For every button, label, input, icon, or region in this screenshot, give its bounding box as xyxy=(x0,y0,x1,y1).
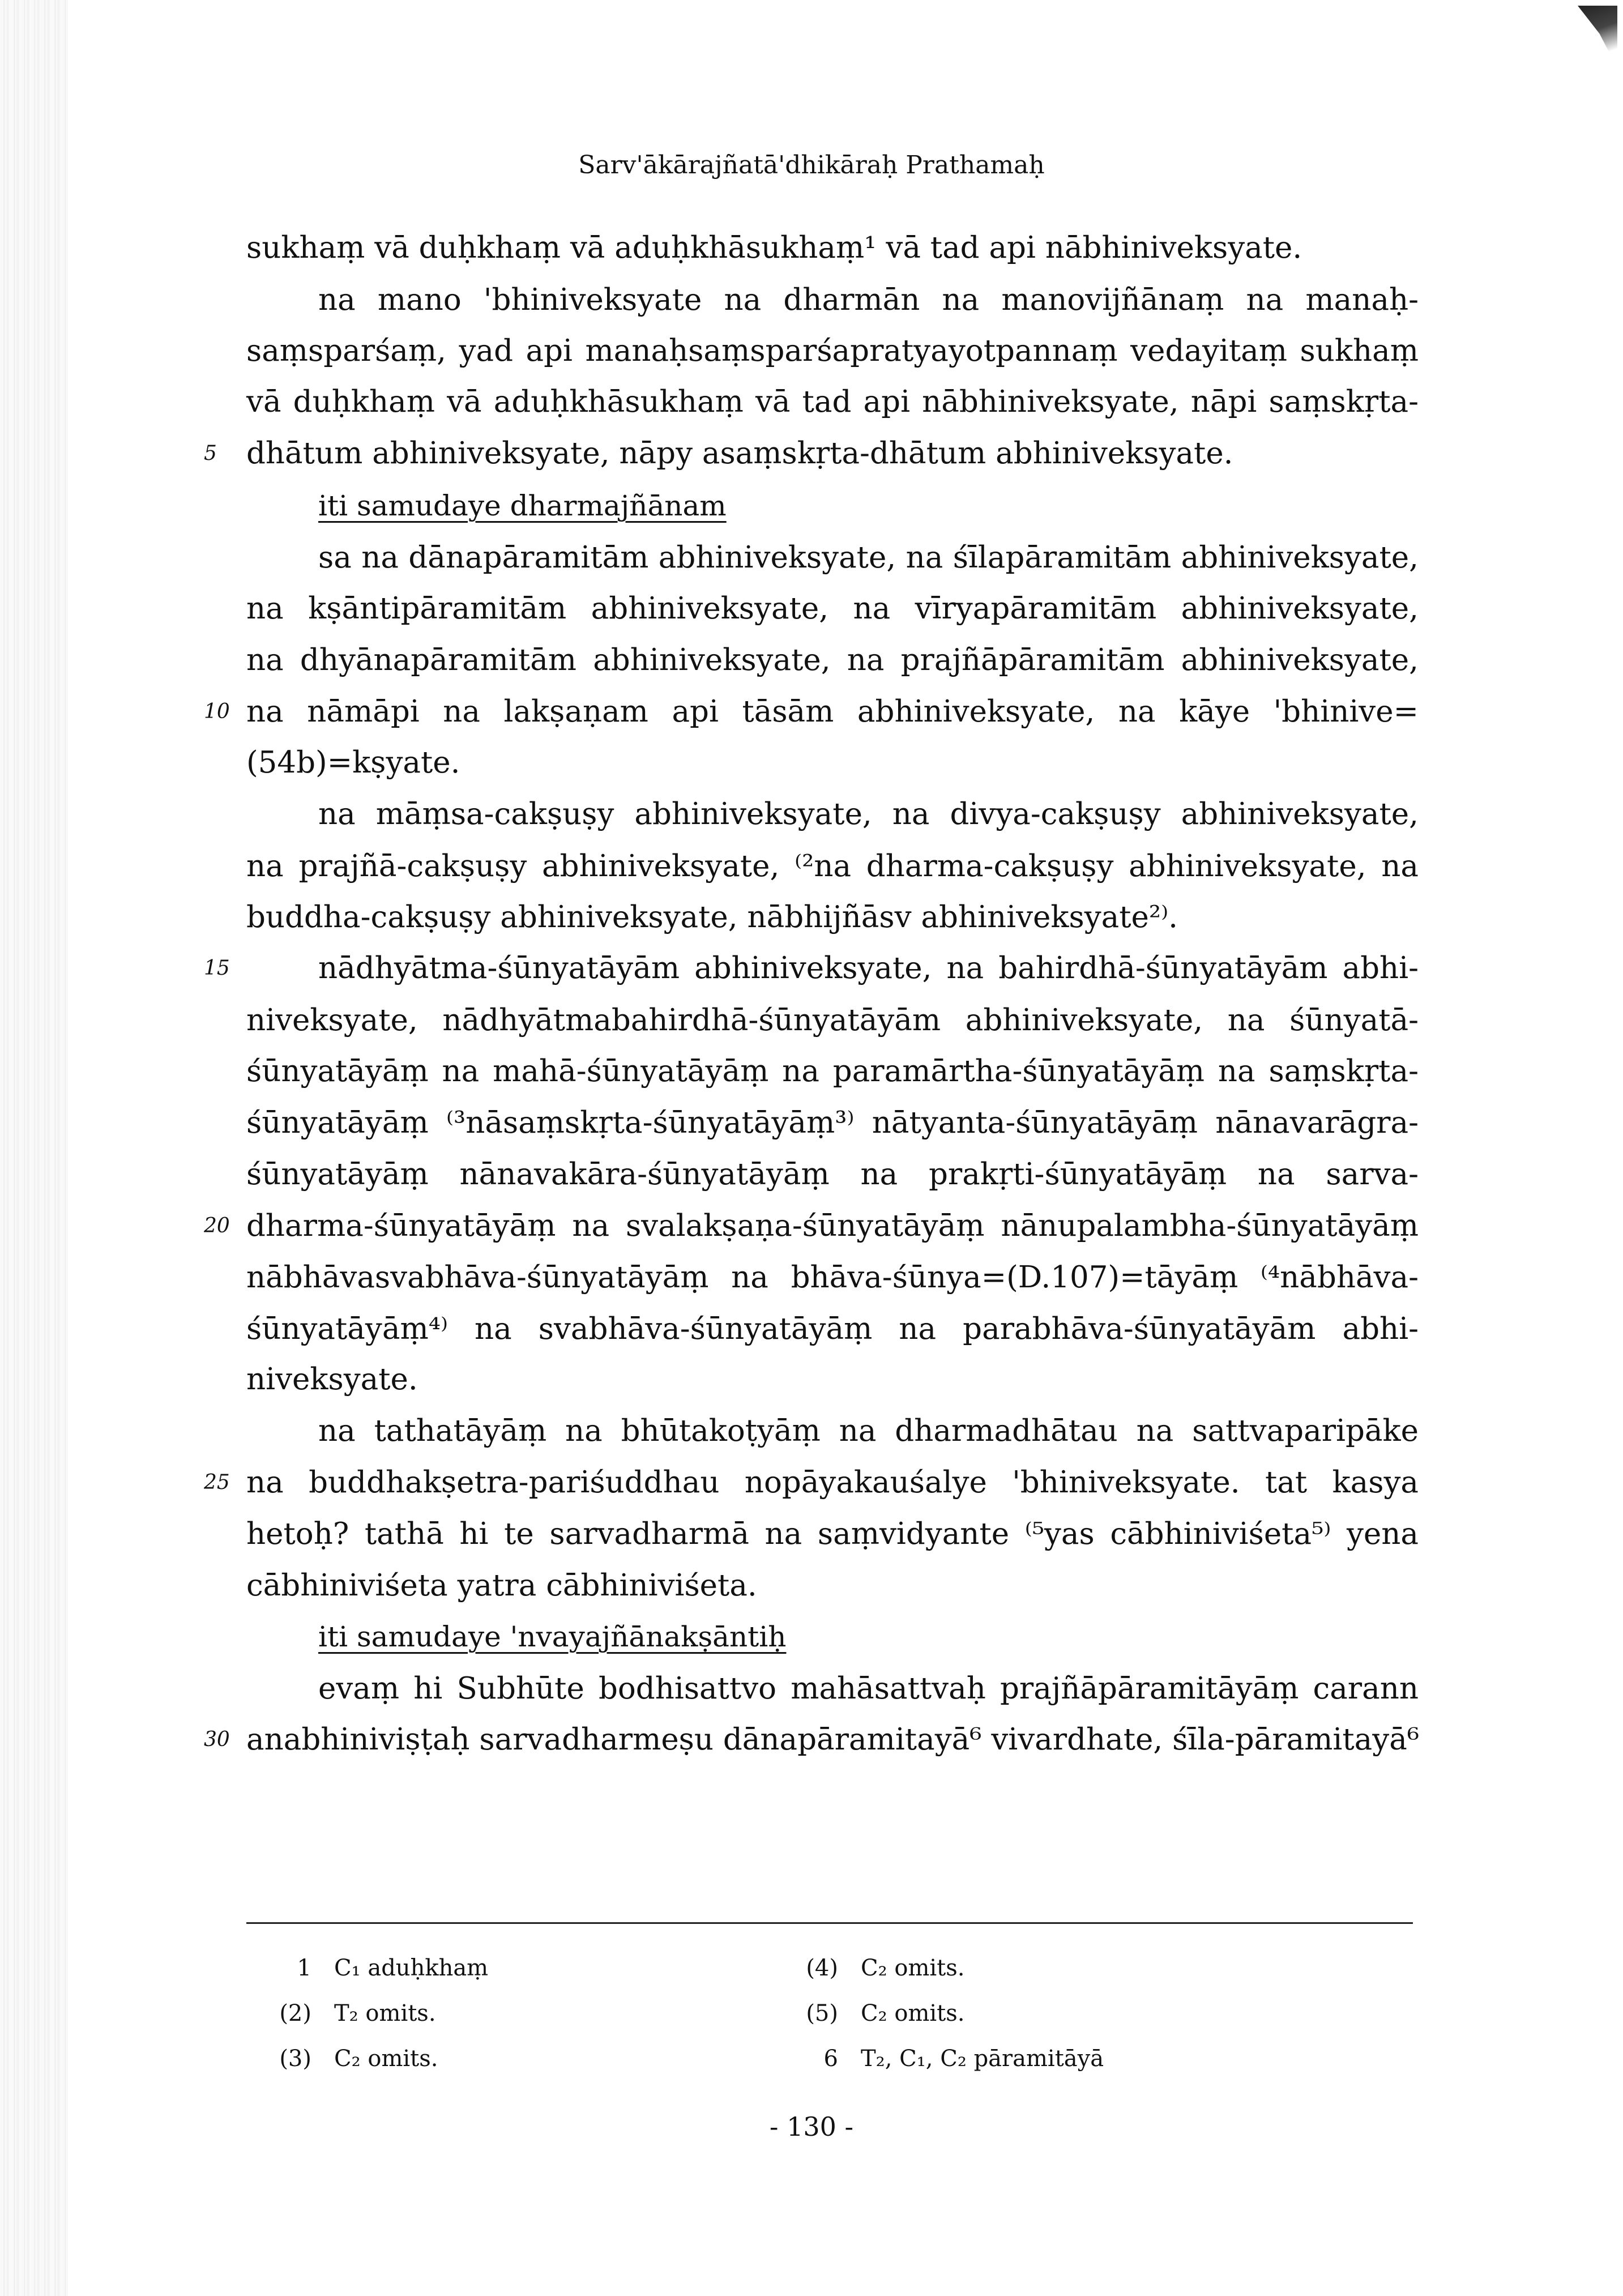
text-line xyxy=(246,1714,1419,1765)
text-line xyxy=(246,377,1419,428)
line-text: na prajñā-cakṣuṣy abhiniveksyate, ⁽²na dharma-cakṣuṣy abhiniveksyate, na xyxy=(246,849,1419,884)
text-line xyxy=(246,995,1419,1046)
footnote xyxy=(793,1948,1246,1988)
line-text: na buddhakṣetra-pariśuddhau nopāyakauśalye 'bhiniveksyate. tat kasya xyxy=(246,1465,1419,1500)
line-number: 30 xyxy=(204,1728,230,1751)
footnote-rule xyxy=(246,1922,1413,1924)
text-line xyxy=(246,428,1419,479)
text-line xyxy=(246,1304,1419,1355)
line-text: iti samudaye 'nvayajñānakṣāntiḥ xyxy=(318,1620,787,1653)
footnote-number: (2) xyxy=(279,2000,311,2026)
line-text: na kṣāntipāramitām abhiniveksyate, na vīryapāramitām abhiniveksyate, xyxy=(246,591,1419,626)
line-text: evaṃ hi Subhūte bodhisattvo mahāsattvaḥ prajñāpāramitāyāṃ carann xyxy=(318,1671,1419,1706)
line-text: buddha-cakṣuṣy abhiniveksyate, nābhijñāsv abhiniveksyate²⁾. xyxy=(246,900,1178,934)
text-line xyxy=(246,1046,1419,1097)
line-text: (54b)=kṣyate. xyxy=(246,745,460,780)
footnote-number: (4) xyxy=(806,1955,838,1981)
text-line xyxy=(246,841,1419,892)
line-number: 5 xyxy=(204,442,217,465)
line-text: sukhaṃ vā duḥkhaṃ vā aduḥkhāsukhaṃ¹ vā tad api nābhiniveksyate. xyxy=(246,231,1302,265)
line-text: iti samudaye dharmajñānam xyxy=(318,489,727,522)
line-text: śūnyatāyāṃ nānavakāra-śūnyatāyāṃ na prakṛti-śūnyatāyāṃ na sarva- xyxy=(246,1157,1419,1192)
running-header: Sarv'ākārajñatā'dhikāraḥ Prathamaḥ xyxy=(578,151,1045,180)
footnote xyxy=(266,2039,719,2079)
line-text: nādhyātma-śūnyatāyām abhiniveksyate, na bahirdhā-śūnyatāyām abhi- xyxy=(318,951,1419,985)
text-line xyxy=(318,275,1419,326)
line-text: na mano 'bhiniveksyate na dharmān na manovijñānaṃ na manaḥ- xyxy=(318,283,1419,317)
line-text: nābhāvasvabhāva-śūnyatāyāṃ na bhāva-śūnya=(D.107)=tāyāṃ ⁽⁴nābhāva- xyxy=(246,1260,1419,1295)
line-text: vā duḥkhaṃ vā aduḥkhāsukhaṃ vā tad api nābhiniveksyate, nāpi saṃskṛta- xyxy=(246,385,1419,419)
text-line xyxy=(318,1663,1419,1714)
footnote xyxy=(266,1994,719,2033)
line-text: cābhiniviśeta yatra cābhiniviśeta. xyxy=(246,1568,757,1603)
text-line xyxy=(318,1406,1419,1457)
text-line xyxy=(246,892,1419,943)
footnote-text: T₂ omits. xyxy=(334,2000,436,2026)
line-text: śūnyatāyāṃ na mahā-śūnyatāyāṃ na paramārtha-śūnyatāyāṃ na saṃskṛta- xyxy=(246,1054,1419,1089)
line-text: na māṃsa-cakṣuṣy abhiniveksyate, na divya-cakṣuṣy abhiniveksyate, xyxy=(318,797,1419,831)
footnote-number: 1 xyxy=(297,1955,311,1981)
line-text: saṃsparśaṃ, yad api manaḥsaṃsparśapratyayotpannaṃ vedayitaṃ sukhaṃ xyxy=(246,334,1419,368)
line-text: na tathatāyāṃ na bhūtakoṭyāṃ na dharmadhātau na sattvaparipāke xyxy=(318,1414,1419,1448)
footnote xyxy=(793,1994,1246,2033)
line-text: na nāmāpi na lakṣaṇam api tāsām abhiniveksyate, na kāye 'bhinive= xyxy=(246,694,1419,729)
line-text: niveksyate, nādhyātmabahirdhā-śūnyatāyām abhiniveksyate, na śūnyatā- xyxy=(246,1003,1419,1038)
section-heading xyxy=(318,1611,1419,1662)
scan-corner-mark xyxy=(1578,6,1617,68)
text-line xyxy=(246,1098,1419,1149)
text-line xyxy=(246,1457,1419,1508)
text-line xyxy=(246,326,1419,377)
line-text: niveksyate. xyxy=(246,1362,418,1397)
text-line xyxy=(318,943,1419,994)
footnote-number: (3) xyxy=(279,2046,311,2072)
line-text: śūnyatāyāṃ⁴⁾ na svabhāva-śūnyatāyāṃ na parabhāva-śūnyatāyām abhi- xyxy=(246,1312,1419,1346)
text-line xyxy=(246,583,1419,634)
text-line xyxy=(246,737,1419,788)
text-line xyxy=(246,1149,1419,1200)
page-binding-edge xyxy=(0,0,68,2296)
line-text: śūnyatāyāṃ ⁽³nāsaṃskṛta-śūnyatāyāṃ³⁾ nātyanta-śūnyatāyāṃ nānavarāgra- xyxy=(246,1106,1419,1140)
text-line xyxy=(318,532,1419,583)
line-text: sa na dānapāramitām abhiniveksyate, na śīlapāramitām abhiniveksyate, xyxy=(318,540,1419,575)
footnote xyxy=(793,2039,1246,2079)
line-number: 25 xyxy=(204,1471,230,1494)
footnote-text: C₂ omits. xyxy=(334,2046,438,2072)
line-text: anabhiniviṣṭaḥ sarvadharmeṣu dānapāramitayā⁶ vivardhate, śīla-pāramitayā⁶ xyxy=(246,1722,1420,1757)
text-line xyxy=(246,223,1419,274)
line-text: na dhyānapāramitām abhiniveksyate, na prajñāpāramitām abhiniveksyate, xyxy=(246,643,1419,677)
text-line xyxy=(246,686,1419,737)
footnote-text: C₂ omits. xyxy=(861,1955,965,1981)
text-line xyxy=(246,635,1419,686)
text-line xyxy=(246,1560,1419,1611)
footnote-text: T₂, C₁, C₂ pāramitāyā xyxy=(861,2046,1104,2072)
footnote-text: C₁ aduḥkhaṃ xyxy=(334,1955,489,1981)
footnote-number: (5) xyxy=(806,2000,838,2026)
line-number: 10 xyxy=(204,700,230,723)
text-line xyxy=(246,1509,1419,1560)
footnote-number: 6 xyxy=(823,2046,838,2072)
line-number: 20 xyxy=(204,1214,230,1237)
text-line xyxy=(246,1201,1419,1252)
footnote-text: C₂ omits. xyxy=(861,2000,965,2026)
line-text: dharma-śūnyatāyāṃ na svalakṣaṇa-śūnyatāyāṃ nānupalambha-śūnyatāyāṃ xyxy=(246,1209,1419,1243)
footnote xyxy=(266,1948,719,1988)
text-line xyxy=(246,1354,1419,1405)
line-text: hetoḥ? tathā hi te sarvadharmā na saṃvidyante ⁽⁵yas cābhiniviśeta⁵⁾ yena xyxy=(246,1517,1419,1551)
section-heading xyxy=(318,480,1419,531)
text-line xyxy=(318,789,1419,840)
line-number: 15 xyxy=(204,957,230,980)
line-text: dhātum abhiniveksyate, nāpy asaṃskṛta-dhātum abhiniveksyate. xyxy=(246,436,1233,471)
page-number: - 130 - xyxy=(769,2111,854,2142)
text-line xyxy=(246,1252,1419,1303)
